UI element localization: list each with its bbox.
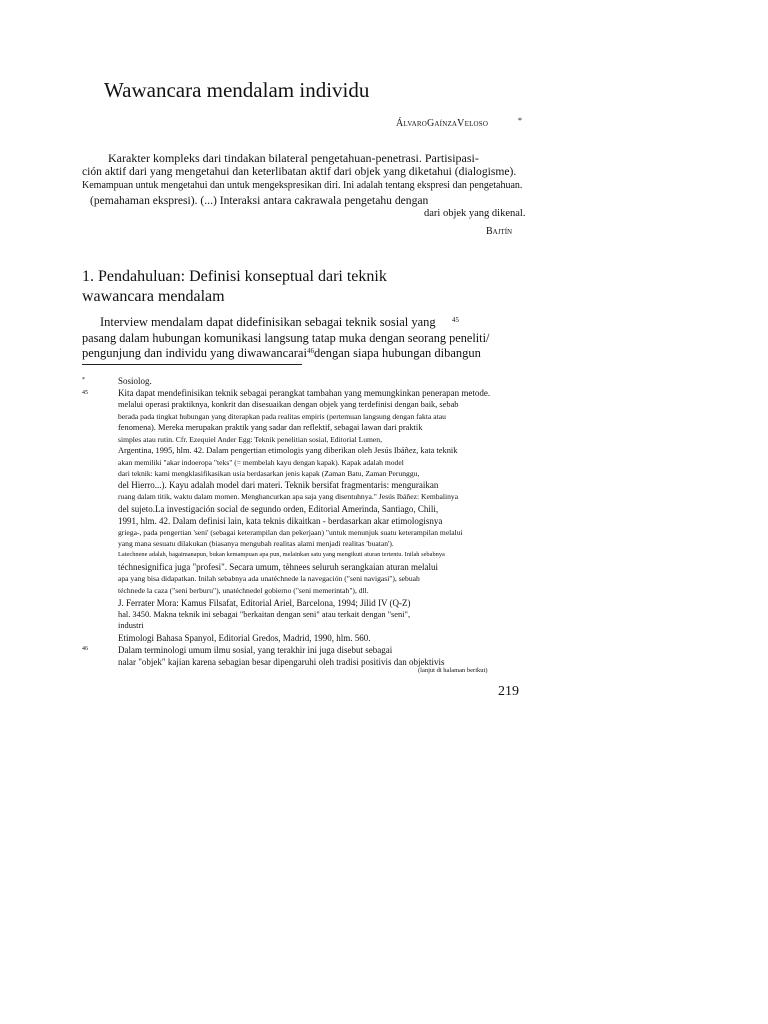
- epigraph-line-1: Karakter kompleks dari tindakan bilateral pengetahuan-penetrasi. Partisipasi-: [108, 151, 479, 165]
- footnote-line: apa yang bisa didapatkan. Inilah sebabnya ada unatéchnede la navegación ("seni navigasi"), sebuah: [118, 574, 420, 583]
- epigraph-line-4: (pemahaman ekspresi). (...) Interaksi antara cakrawala pengetahu dengan: [90, 194, 429, 207]
- epigraph-attribution: Bajtín: [486, 226, 513, 237]
- footnote-line: melalui operasi praktiknya, konkrit dan disesuaikan dengan objek yang terdefinisi dengan baik, sebab: [118, 400, 459, 409]
- footnote-ref-45: 45: [452, 316, 459, 324]
- footnote-line: nalar "objek" kajian karena sebagian besar dipengaruhi oleh tradisi positivis dan objektivis: [118, 657, 445, 667]
- footnote-separator: [82, 364, 302, 365]
- footnote-line: hal. 3450. Makna teknik ini sebagai "berkaitan dengan seni" atau terkait dengan "seni",: [118, 610, 411, 619]
- article-title: Wawancara mendalam individu: [104, 78, 370, 102]
- footnote-line: yang mana sesuatu dilakukan (biasanya mengubah realitas alami menjadi realitas 'buatan').: [118, 539, 394, 548]
- footnote-line: Kita dapat mendefinisikan teknik sebagai perangkat tambahan yang memungkinkan penerapan metode.: [118, 388, 491, 398]
- body-line-2: pasang dalam hubungan komunikasi langsung tatap muka dengan seorang peneliti/: [82, 331, 490, 345]
- body-line-3-end: dengan siapa hubungan dibangun: [313, 346, 481, 360]
- continued-note: (lanjut di halaman berikut): [418, 667, 488, 674]
- footnote-line: 1991, hlm. 42. Dalam definisi lain, kata teknis dikaitkan - berdasarkan akar etimologisnya: [118, 516, 443, 526]
- footnote-line: akan memiliki "akar indoeropa "teks" (= membelah kayu dengan kapak). Kapak adalah model: [118, 458, 404, 467]
- footnote-line: industri: [118, 621, 144, 630]
- body-line-3: [82, 346, 481, 361]
- page-number: 219: [498, 684, 519, 699]
- footnote-line: berada pada tingkat hubungan yang diterapkan pada realitas empiris (pertemuan langsung dengan fakta atau: [118, 412, 446, 421]
- footnote-line: téchnede la caza ("seni berburu"), unatéchnedel gobierno ("seni memerintah"), dll.: [118, 586, 369, 595]
- footnote-line: Latechnene adalah, bagaimanapun, bukan kemampuan apa pun, melainkan satu yang mengikuti aturan tertentu. Inilah sebabnya: [118, 551, 445, 558]
- author-footnote-mark: *: [518, 116, 522, 125]
- footnote-mark-45: 45: [82, 390, 88, 396]
- footnote-line: fenomena). Mereka merupakan praktik yang sadar dan reflektif, sebagai lawan dari praktik: [118, 423, 423, 432]
- footnote-mark-46: 46: [82, 646, 88, 652]
- epigraph-line-3: Kemampuan untuk mengetahui dan untuk mengekspresikan diri. Ini adalah tentang ekspresi dan pengetahuan.: [82, 180, 523, 191]
- epigraph-line-5: dari objek yang dikenal.: [424, 208, 526, 219]
- body-line-1: Interview mendalam dapat didefinisikan sebagai teknik sosial yang: [100, 315, 436, 329]
- section-heading-line-1: 1. Pendahuluan: Definisi konseptual dari teknik: [82, 268, 387, 285]
- author-name: ÁlvaroGaínzaVeloso: [396, 118, 489, 129]
- footnote-line: dari teknik: kami mengklasifikasikan usia berdasarkan jenis kapak (Zaman Batu, Zaman Perunggu,: [118, 469, 420, 478]
- epigraph-line-2: ción aktif dari yang mengetahui dan keterlibatan aktif dari objek yang diketahui (dialogisme).: [82, 165, 517, 178]
- footnote-line: Dalam terminologi umum ilmu sosial, yang terakhir ini juga disebut sebagai: [118, 645, 393, 655]
- footnote-line: téchnesignifica juga "profesi". Secara umum, tèhnees seluruh serangkaian aturan melalui: [118, 562, 438, 572]
- footnote-line: J. Ferrater Mora: Kamus Filsafat, Editorial Ariel, Barcelona, 1994; Jilid IV (Q-Z): [118, 598, 411, 608]
- footnote-mark-star: *: [82, 377, 85, 383]
- footnote-line: Etimologi Bahasa Spanyol, Editorial Gredos, Madrid, 1990, hlm. 560.: [118, 633, 371, 643]
- footnote-line: griega-, pada pengertian 'seni' (sebagai keterampilan dan pekerjaan) "untuk menunjuk suatu keterampilan melalui: [118, 528, 463, 537]
- footnote-line: del Hierro...). Kayu adalah model dari materi. Teknik bersifat fragmentaris: menguraikan: [118, 480, 439, 490]
- section-heading-line-2: wawancara mendalam: [82, 288, 225, 305]
- footnote-line: Argentina, 1995, hlm. 42. Dalam pengertian etimologis yang diberikan oleh Jesús Ibáñez, kata teknik: [118, 446, 458, 455]
- footnote-line: Sosiolog.: [118, 376, 152, 386]
- footnote-ref-46: 46: [306, 347, 314, 355]
- footnote-line: ruang dalam titik, waktu dalam momen. Menghancurkan apa saja yang disentuhnya." Jesús Ibáñez: Kembalinya: [118, 492, 459, 501]
- body-line-3-start: pengunjung dan individu yang diwawancarai: [82, 346, 307, 360]
- footnote-line: del sujeto.La investigación social de segundo orden, Editorial Amerinda, Santiago, Chili,: [118, 504, 439, 514]
- footnote-line: simples atau rutin. Cfr. Ezequiel Ander Egg: Teknik penelitian sosial, Editorial Lumen,: [118, 435, 382, 444]
